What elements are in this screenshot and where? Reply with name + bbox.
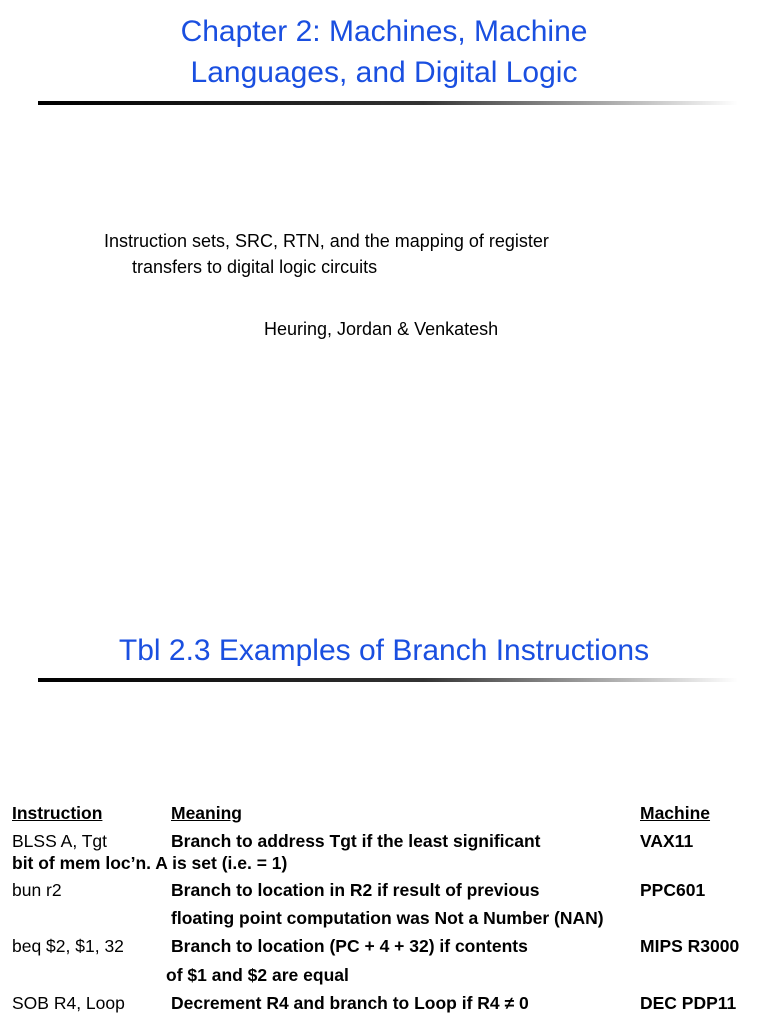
header-meaning: Meaning [171, 803, 242, 823]
chapter-title [0, 11, 768, 93]
row-1-machine: VAX11 [640, 831, 694, 851]
row-3-machine: MIPS R3000 [640, 936, 740, 956]
table-title-divider [38, 678, 738, 682]
row-3-meaning-line-1: Branch to location (PC + 4 + 32) if contents [171, 936, 528, 956]
row-4-meaning-line-1: Decrement R4 and branch to Loop if R4 ≠ 0 [171, 993, 529, 1013]
branch-table-slide [0, 600, 768, 1024]
row-3-instruction: beq $2, $1, 32 [12, 936, 124, 956]
subtitle-line-2: transfers to digital logic circuits [132, 257, 378, 277]
subtitle-line-1: Instruction sets, SRC, RTN, and the mapping of register [104, 231, 549, 251]
row-2-meaning-line-1: Branch to location in R2 if result of previous [171, 880, 540, 900]
title-divider [38, 101, 738, 105]
row-4-machine: DEC PDP11 [640, 993, 737, 1013]
row-1-meaning-line-2: bit of mem loc’n. A is set (i.e. = 1) [12, 853, 288, 873]
row-2-machine: PPC601 [640, 880, 706, 900]
row-1-meaning-line-1: Branch to address Tgt if the least significant [171, 831, 541, 851]
header-instruction: Instruction [12, 803, 103, 823]
row-2-instruction: bun r2 [12, 880, 62, 900]
chapter-title-line-1: Chapter 2: Machines, Machine [180, 15, 588, 48]
row-3-meaning-line-2: of $1 and $2 are equal [166, 965, 349, 985]
row-4-instruction: SOB R4, Loop [12, 993, 125, 1013]
authors: Heuring, Jordan & Venkatesh [264, 319, 499, 339]
header-machine: Machine [640, 803, 711, 823]
row-1-instruction: BLSS A, Tgt [12, 831, 108, 851]
chapter-title-line-2: Languages, and Digital Logic [190, 56, 578, 89]
table-title: Tbl 2.3 Examples of Branch Instructions [118, 634, 650, 667]
row-2-meaning-line-2: floating point computation was Not a Number (NAN) [171, 908, 604, 928]
